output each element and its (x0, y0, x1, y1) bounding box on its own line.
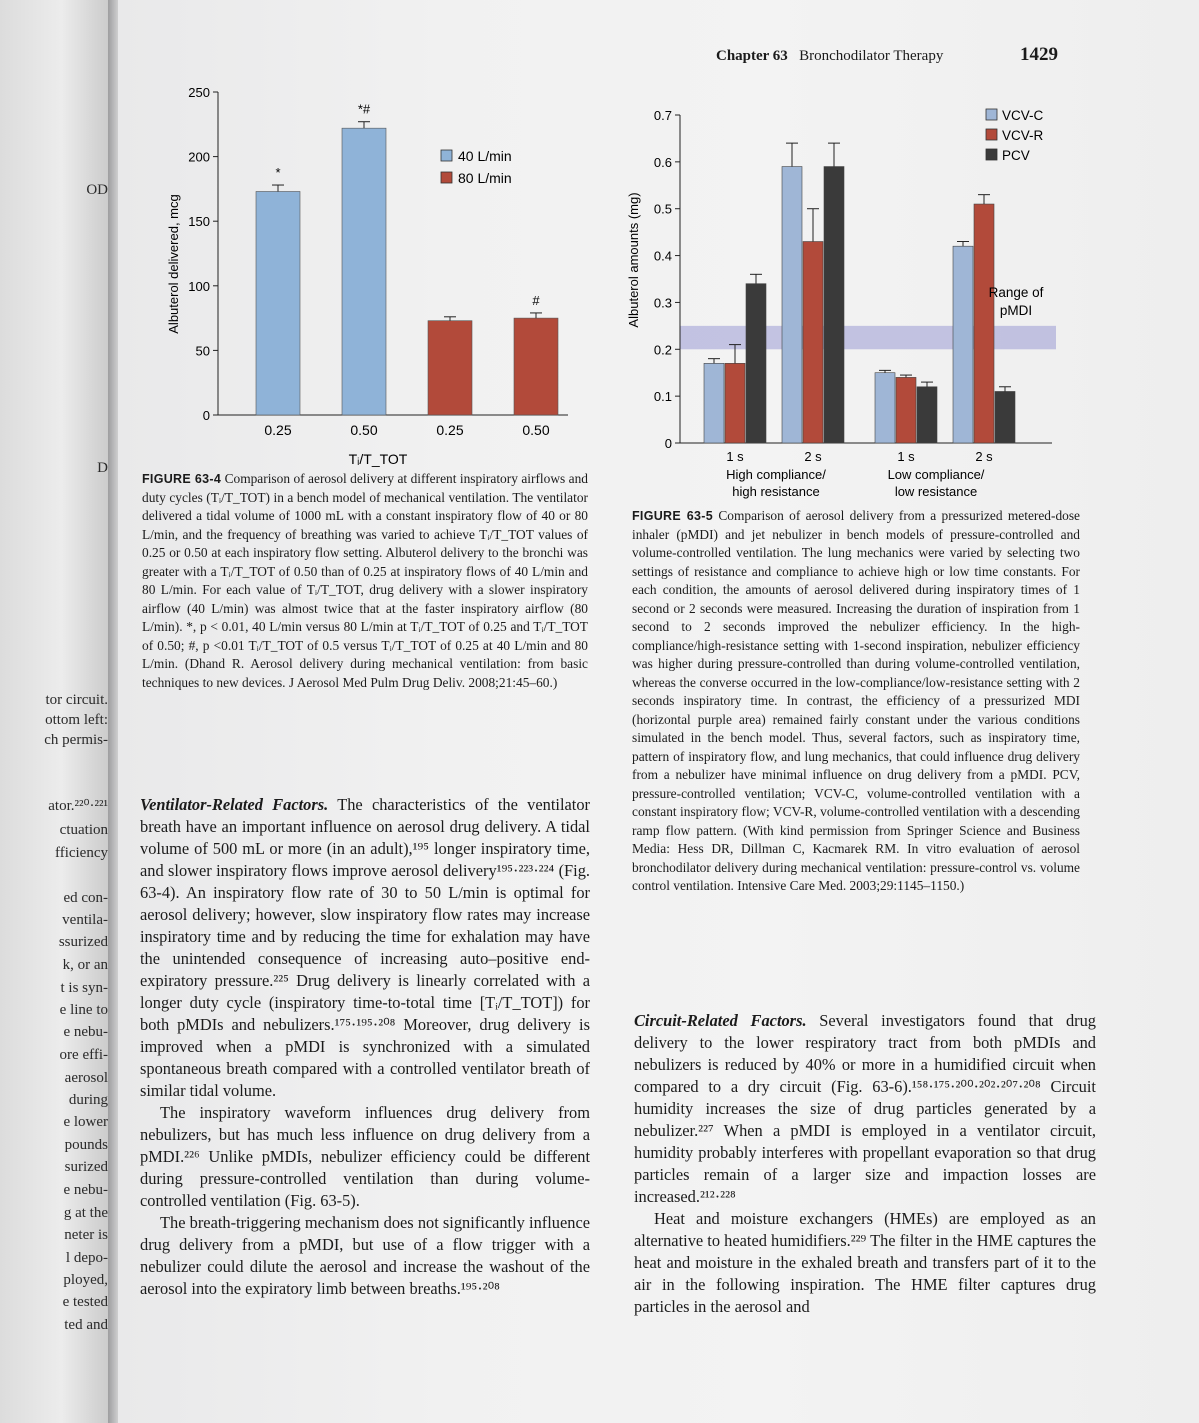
chapter-number: Chapter 63 (716, 48, 788, 64)
section-heading: Ventilator-Related Factors. (140, 795, 329, 814)
bar (428, 321, 472, 415)
significance-mark: * (275, 165, 281, 181)
paragraph: The inspiratory waveform influences drug delivery from nebulizers, but has much less influence on drug delivery from a pMDI.²²⁶ Unlike pMDIs, nebulizer efficiency could be different during pressure-controlled ventilation than during volume-controlled ventilation (Fig. 63-5). (140, 1103, 590, 1210)
bar (995, 391, 1015, 443)
y-tick-label: 0.7 (653, 108, 672, 123)
band-label: pMDI (999, 303, 1033, 318)
bar (875, 373, 895, 443)
facing-page (0, 0, 112, 1423)
x-tick-label: 0.25 (436, 422, 464, 438)
facing-page-text-fragment: ch permis- (44, 732, 108, 748)
facing-page-text-fragment: e line to (59, 1002, 108, 1018)
section-heading: Circuit-Related Factors. (634, 1011, 807, 1030)
bar (824, 167, 844, 443)
y-tick-label: 0.6 (653, 154, 672, 170)
bar (974, 204, 994, 443)
facing-page-text-fragment: ator.²²⁰·²²¹ (48, 798, 108, 814)
facing-page-text-fragment: l depo- (65, 1250, 108, 1266)
y-tick-label: 0 (202, 408, 210, 423)
y-tick-label: 0.3 (653, 295, 672, 311)
facing-page-text-fragment: OD (86, 182, 108, 198)
y-tick-label: 200 (188, 149, 210, 165)
facing-page-text-fragment: e lower (63, 1114, 108, 1130)
paragraph (634, 1010, 1096, 1208)
book-page (118, 0, 1199, 1423)
facing-page-text-fragment: ployed, (63, 1272, 108, 1288)
figure-63-5-caption (632, 507, 1080, 896)
facing-page-text-fragment: ventila- (62, 912, 108, 928)
group-label: low resistance (894, 484, 978, 499)
bar (725, 363, 745, 443)
legend-label: VCV-C (1002, 108, 1044, 123)
facing-page-text-fragment: tor circuit. (45, 692, 108, 708)
left-column (140, 794, 590, 1300)
bar (342, 128, 386, 415)
bar (917, 387, 937, 443)
figure-63-4-chart (136, 72, 596, 472)
facing-page-text-fragment: during (68, 1092, 108, 1108)
x-axis-label: Tᵢ/T_TOT (348, 451, 408, 467)
bar (896, 377, 916, 443)
x-tick-label: 2 s (804, 449, 822, 464)
facing-page-text-fragment: e tested (62, 1294, 108, 1310)
facing-page-text-fragment: e nebu- (63, 1024, 108, 1040)
legend-label: PCV (1002, 148, 1030, 163)
legend-label: 40 L/min (458, 148, 512, 164)
x-tick-label: 2 s (975, 449, 993, 464)
y-tick-label: 0 (664, 436, 672, 451)
y-axis-label: Albuterol delivered, mcg (166, 194, 181, 334)
x-tick-label: 0.50 (350, 422, 378, 438)
pmdi-range-band (680, 326, 1056, 349)
significance-mark: # (532, 292, 540, 308)
facing-page-text-fragment: k, or an (62, 957, 108, 973)
facing-page-text-fragment: fficiency (54, 845, 108, 861)
facing-page-text-fragment: ed con- (63, 890, 108, 906)
y-tick-label: 100 (188, 278, 210, 294)
facing-page-text-fragment: t is syn- (60, 980, 108, 996)
y-tick-label: 0.4 (653, 248, 672, 264)
x-tick-label: 0.50 (522, 422, 550, 438)
legend-label: 80 L/min (458, 170, 512, 186)
legend-swatch (986, 109, 997, 120)
x-tick-label: 0.25 (264, 422, 292, 438)
y-axis-label: Albuterol amounts (mg) (626, 192, 641, 328)
bar (746, 284, 766, 443)
facing-page-text-fragment: ottom left: (45, 712, 108, 728)
page-number: 1429 (1020, 44, 1058, 65)
facing-page-text-fragment: D (97, 460, 108, 476)
x-tick-label: 1 s (726, 449, 744, 464)
legend-label: VCV-R (1002, 128, 1044, 143)
bar (782, 167, 802, 443)
facing-page-text-fragment: ted and (64, 1317, 108, 1333)
y-tick-label: 0.2 (653, 342, 672, 358)
group-label: high resistance (732, 484, 820, 499)
paragraph: Heat and moisture exchangers (HMEs) are employed as an alternative to heated humidifiers.²²⁹ The filter in the HME captures the heat and moisture in the exhaled breath and transfers part of it to the air in the following inspiration. The HME filter captures drug particles in the aerosol and (634, 1209, 1096, 1316)
bar (256, 191, 300, 415)
figure-63-5-chart (616, 95, 1066, 505)
legend-swatch (986, 149, 997, 160)
facing-page-text-fragment: aerosol (64, 1070, 108, 1086)
significance-mark: *# (357, 101, 371, 117)
right-column (634, 1010, 1096, 1318)
paragraph: The breath-triggering mechanism does not significantly influence drug delivery from a pMDI, but use of a flow trigger with a nebulizer could dilute the aerosol and increase the washout of the aerosol into the expiratory limb between breaths.¹⁹⁵·²⁰⁸ (140, 1213, 590, 1298)
y-tick-label: 150 (188, 214, 210, 230)
facing-page-text-fragment: surized (64, 1159, 108, 1175)
y-tick-label: 0.1 (653, 389, 672, 405)
paragraph-text: Several investigators found that drug delivery to the lower respiratory tract from both pMDIs and nebulizers is reduced by 40% or more in a humidified circuit when compared to a dry circuit (Fig. 63-6).¹⁵⁸·¹⁷⁵·²⁰⁰·²⁰²·²⁰⁷·²⁰⁸ Circuit humidity increases the size of drug particles generated by a nebulizer.²²⁷ When a pMDI is employed in a ventilator circuit, humidity probably interferes with propellant evaporation so that drug particles remain of a larger size and impaction losses are increased.²¹²·²²⁸ (634, 1011, 1096, 1206)
legend-swatch (441, 172, 452, 183)
facing-page-text-fragment: g at the (63, 1205, 108, 1221)
chapter-title: Bronchodilator Therapy (799, 48, 944, 64)
caption-text: Comparison of aerosol delivery from a pressurized metered-dose inhaler (pMDI) and jet nebulizer in bench models of pressure-controlled and volume-controlled ventilation. The lung mechanics were varied by selecting two settings of resistance and compliance to achieve high or low time constants. For each condition, the amounts of aerosol delivered during inspiratory times of 1 second or 2 seconds were measured. Increasing the duration of inspiration from 1 second to 2 seconds improved the nebulizer efficiency. In the high-compliance/high-resistance setting with 1-second inspiration, nebulizer efficiency was higher during pressure-controlled than during volume-controlled ventilation, whereas the converse occurred in the low-compliance/low-resistance setting with 2 seconds inspiratory time. In contrast, the efficiency of a pressurized MDI (horizontal purple area) remained fairly constant under the various conditions simulated in the bench model. Thus, several factors, such as inspiratory time, pattern of inspiratory flow, and lung mechanics, that could influence drug delivery from a nebulizer have minimal influence on drug delivery from a pMDI. PCV, pressure-controlled ventilation; VCV-C, volume-controlled ventilation with a constant inspiratory flow; VCV-R, volume-controlled ventilation with a descending ramp flow pattern. (With kind permission from Springer Science and Business Media: Hess DR, Dillman C, Kacmarek RM. In vitro evaluation of aerosol bronchodilator delivery during mechanical ventilation: pressure-control vs. volume control ventilation. Intensive Care Med. 2003;29:1145–1150.) (632, 508, 1080, 893)
group-label: High compliance/ (726, 467, 826, 482)
facing-page-text-fragment: e nebu- (63, 1182, 108, 1198)
caption-text: Comparison of aerosol delivery at different inspiratory airflows and duty cycles (Tᵢ/T_TOT) in a bench model of mechanical ventilation. The ventilator delivered a tidal volume of 1000 mL with a constant inspiratory flow of 40 or 80 L/min, and the frequency of breathing was varied to achieve Tᵢ/T_TOT values of 0.25 or 0.50 at each inspiratory flow setting. Albuterol delivery to the bronchi was greater with a Tᵢ/T_TOT of 0.50 than of 0.25 at inspiratory flows of 40 L/min and 80 L/min. For each value of Tᵢ/T_TOT, drug delivery with a slower inspiratory airflow (40 L/min) was almost twice that at the faster inspiratory airflow (80 L/min). *, p < 0.01, 40 L/min versus 80 L/min at Tᵢ/T_TOT of 0.25 and Tᵢ/T_TOT of 0.50; #, p <0.01 Tᵢ/T_TOT of 0.5 versus Tᵢ/T_TOT of 0.25 at 40 L/min and 80 L/min. (Dhand R. Aerosol delivery during mechanical ventilation: from basic techniques to new devices. J Aerosol Med Pulm Drug Deliv. 2008;21:45–60.) (142, 471, 588, 690)
paragraph (140, 794, 590, 1102)
figure-label: FIGURE 63-4 (142, 472, 222, 486)
y-tick-label: 50 (195, 343, 210, 359)
x-tick-label: 1 s (897, 449, 915, 464)
facing-page-text-fragment: ssurized (58, 934, 108, 950)
y-tick-label: 250 (188, 85, 210, 100)
bar (803, 242, 823, 443)
paragraph-text: The characteristics of the ventilator breath have an important influence on aerosol drug delivery. A tidal volume of 500 mL or more (in an adult),¹⁹⁵ longer inspiratory time, and slower inspiratory flows improve aerosol delivery¹⁹⁵·²²³·²²⁴ (Fig. 63-4). An inspiratory flow rate of 30 to 50 L/min is optimal for aerosol delivery; however, slow inspiratory flow rates may increase inspiratory time and by reducing the time for exhalation may have the unintended consequence of increasing auto–positive end-expiratory pressure.²²⁵ Drug delivery is linearly correlated with a longer duty cycle (inspiratory time-to-total time [Tᵢ/T_TOT]) for both pMDIs and nebulizers.¹⁷⁵·¹⁹⁵·²⁰⁸ Moreover, drug delivery is improved when a pMDI is synchronized with a simulated spontaneous breath compared with a controlled ventilator breath of similar tidal volume. (140, 795, 590, 1100)
band-label: Range of (988, 285, 1044, 300)
facing-page-text-fragment: neter is (64, 1227, 108, 1243)
bar (704, 363, 724, 443)
group-label: Low compliance/ (887, 467, 985, 482)
facing-page-text-fragment: ctuation (59, 822, 108, 838)
figure-label: FIGURE 63-5 (632, 509, 714, 523)
y-tick-label: 0.5 (653, 201, 672, 217)
bar (514, 318, 558, 415)
legend-swatch (441, 150, 452, 161)
facing-page-text-fragment: ore effi- (59, 1047, 108, 1063)
figure-63-4-caption (142, 470, 588, 692)
legend-swatch (986, 129, 997, 140)
bar (953, 246, 973, 443)
facing-page-text-fragment: pounds (64, 1137, 108, 1153)
